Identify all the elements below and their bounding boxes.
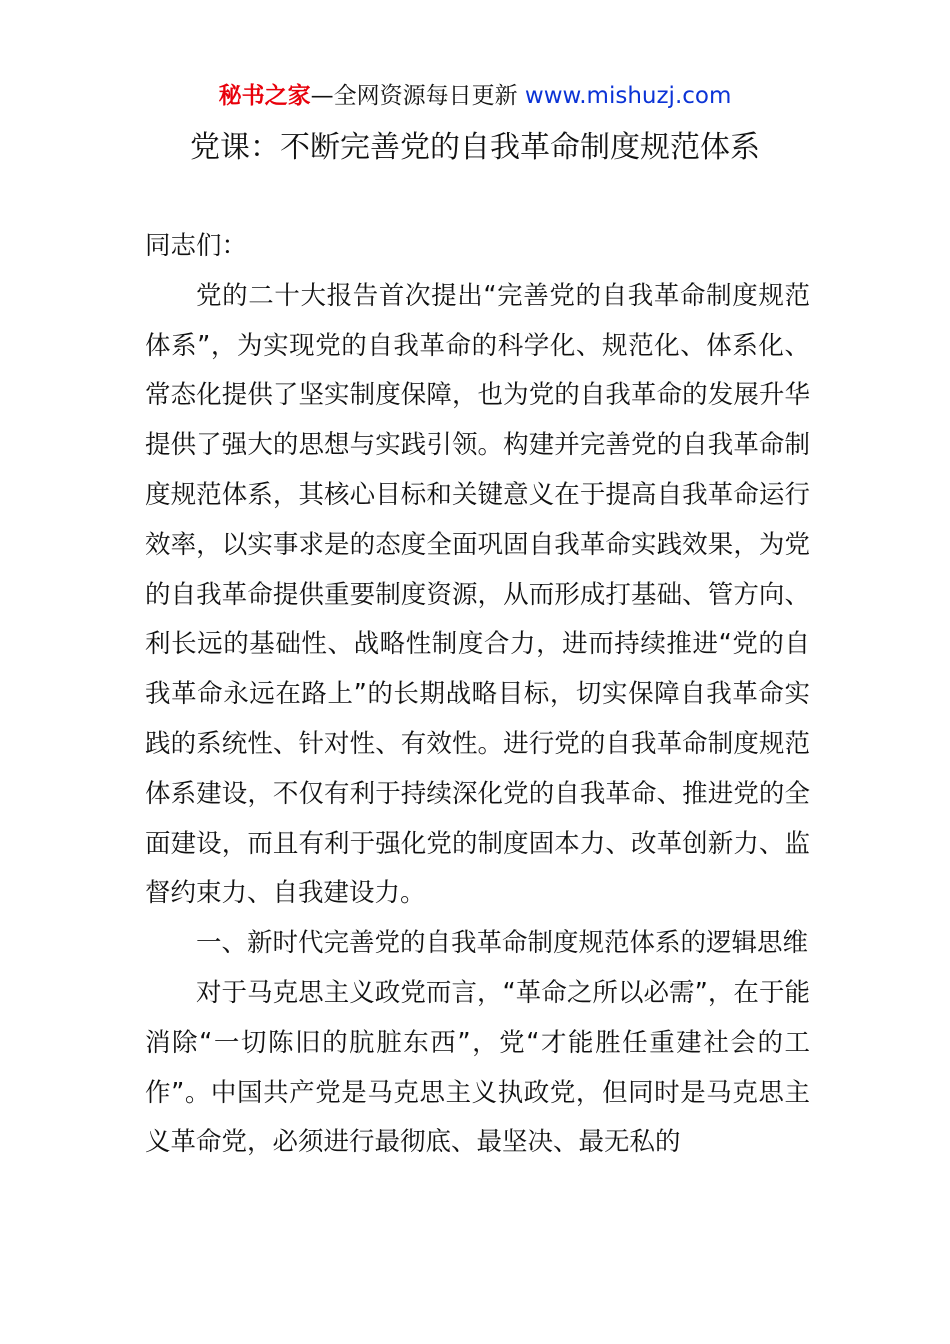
site-url-link[interactable]: www.mishuzj.com: [524, 83, 732, 109]
document-body: [145, 222, 810, 1168]
document-title: 党课：不断完善党的自我革命制度规范体系: [190, 130, 760, 165]
section-heading-1: 一、新时代完善党的自我革命制度规范体系的逻辑思维: [196, 928, 809, 959]
site-tagline: —全网资源每日更新: [310, 83, 525, 109]
salutation: 同志们：: [145, 231, 248, 261]
paragraph-intro: 党的二十大报告首次提出“完善党的自我革命制度规范体系”，为实现党的自我革命的科学化、规范化、体系化、常态化提供了坚实制度保障，也为党的自我革命的发展升华提供了强大的思想与实践引领。构建并完善党的自我革命制度规范体系，其核心目标和关键意义在于提高自我革命运行效率，以实事求是的态度全面巩固自我革命实践效果，为党的自我革命提供重要制度资源，从而形成打基础、管方向、利长远的基础性、战略性制度合力，进而持续推进“党的自我革命永远在路上”的长期战略目标，切实保障自我革命实践的系统性、针对性、有效性。进行党的自我革命制度规范体系建设，不仅有利于持续深化党的自我革命、推进党的全面建设，而且有利于强化党的制度固本力、改革创新力、监督约束力、自我建设力。: [145, 280, 810, 909]
site-header: [0, 80, 950, 112]
site-brand: 秘书之家: [218, 83, 311, 109]
paragraph-section-1: 对于马克思主义政党而言，“革命之所以必需”，在于能消除“一切陈旧的肮脏东西”，党“才能胜任重建社会的工作”。中国共产党是马克思主义执政党，但同时是马克思主义革命党，必须进行最彻底、最坚决、最无私的: [145, 977, 810, 1158]
